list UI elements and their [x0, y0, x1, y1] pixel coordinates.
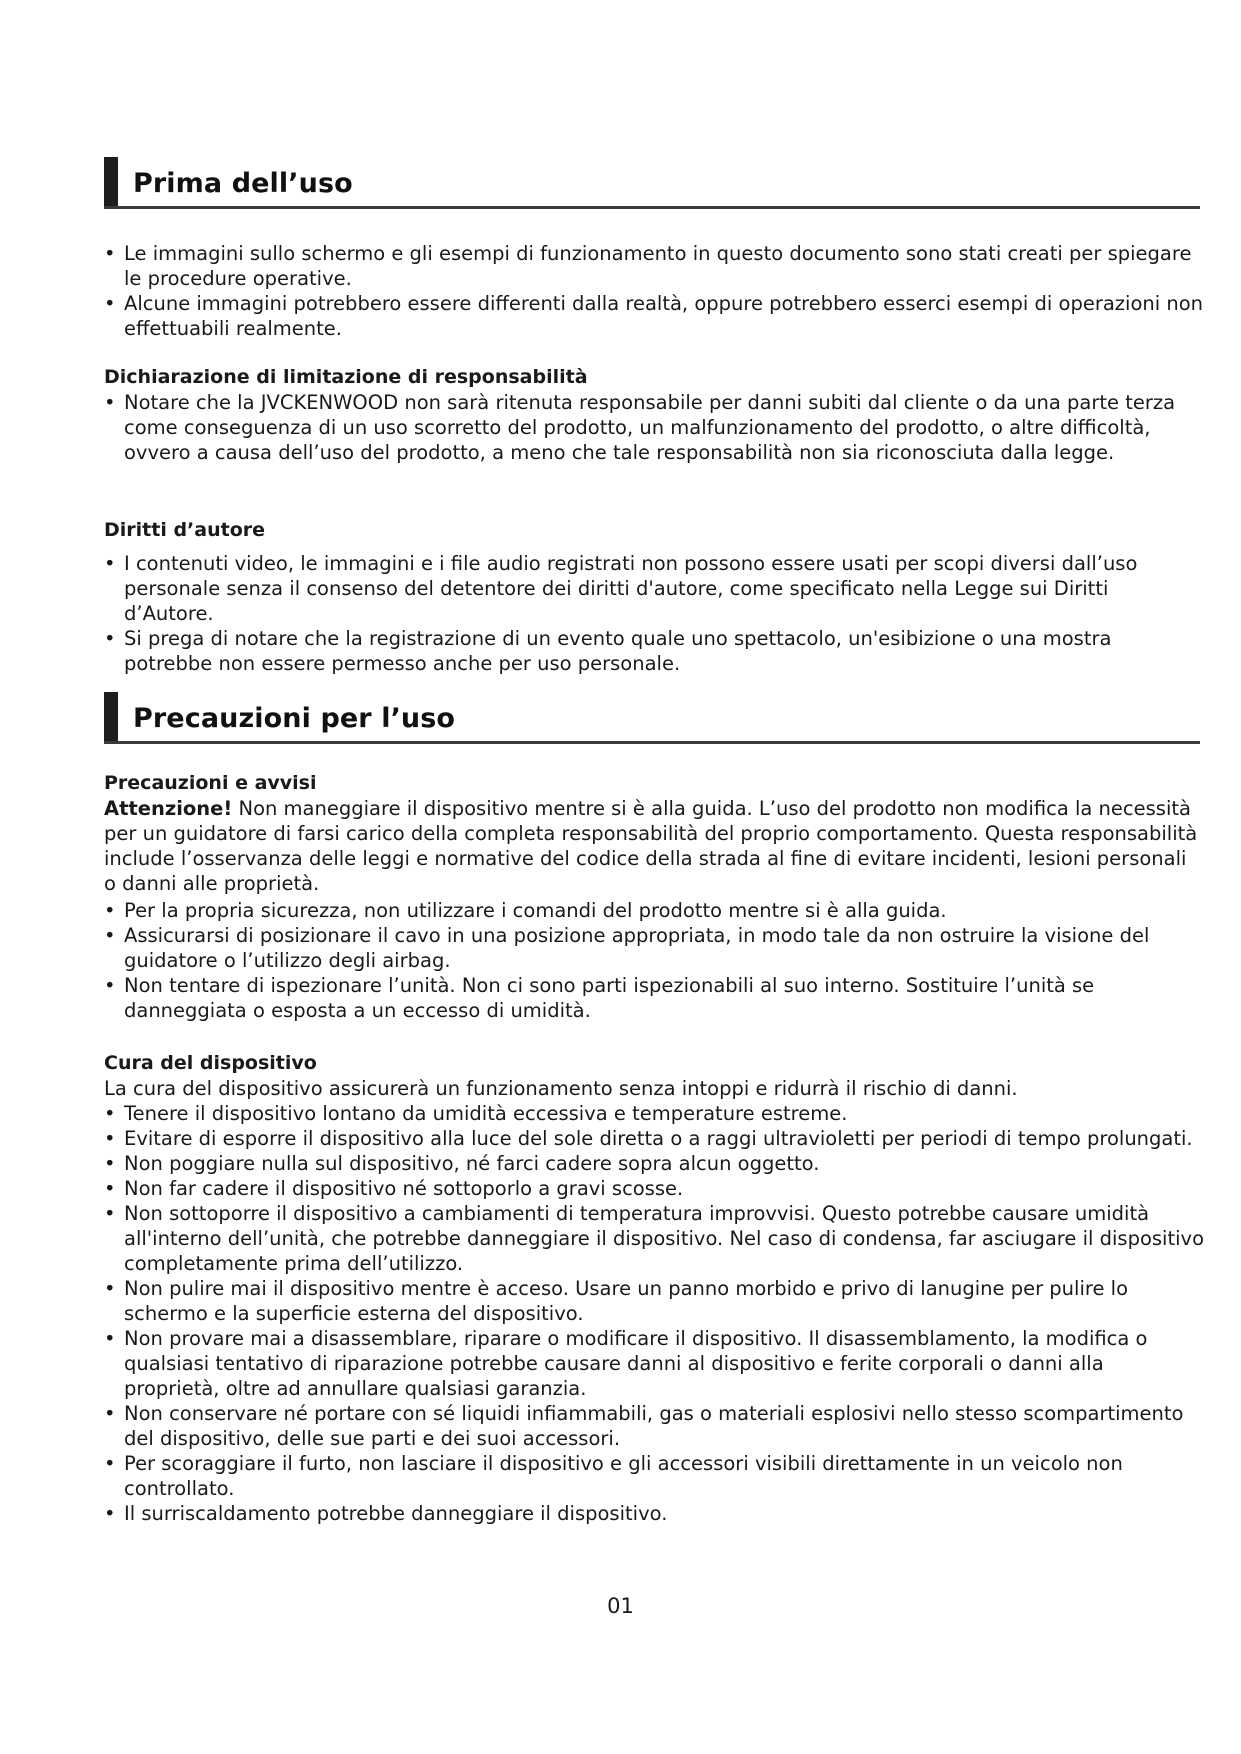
care-intro: La cura del dispositivo assicurerà un funzionamento senza intoppi e ridurrà il rischio di danni.	[104, 1077, 1018, 1100]
section-heading-precauzioni	[104, 692, 1200, 744]
subheading: Precauzioni e avvisi	[104, 772, 317, 794]
heading-bar	[104, 692, 118, 741]
attention-label: Attenzione!	[104, 797, 233, 820]
list-item: • Non poggiare nulla sul dispositivo, né farci cadere sopra alcun oggetto.	[104, 1151, 1204, 1176]
list-item: • Non far cadere il dispositivo né sottoporlo a gravi scosse.	[104, 1176, 1204, 1201]
list-item: • Si prega di notare che la registrazione di un evento quale uno spettacolo, un'esibizione o una mostra potrebbe non essere permesso anche per uso personale.	[104, 626, 1204, 676]
list-item: • Non conservare né portare con sé liquidi infiammabili, gas o materiali esplosivi nello stesso scompartimento del dispositivo, delle sue parti e dei suoi accessori.	[104, 1401, 1204, 1451]
heading-bar	[104, 157, 118, 206]
subheading: Dichiarazione di limitazione di responsabilità	[104, 366, 588, 388]
disclaimer-section	[104, 364, 1204, 465]
list-item: • Non provare mai a disassemblare, riparare o modificare il dispositivo. Il disassemblamento, la modifica o qualsiasi tentativo di riparazione potrebbe causare danni al dispositivo e ferite corporali o danni alla proprietà, oltre ad annullare qualsiasi garanzia.	[104, 1326, 1204, 1401]
list-item: • Il surriscaldamento potrebbe danneggiare il dispositivo.	[104, 1501, 1204, 1526]
list-item: • I contenuti video, le immagini e i file audio registrati non possono essere usati per scopi diversi dall’uso personale senza il consenso del detentore dei diritti d'autore, come specificato nella Legge sui Diritti d’Autore.	[104, 551, 1204, 626]
warnings-section	[104, 770, 1204, 1023]
intro-bullets	[104, 241, 1204, 341]
list-item: • Evitare di esporre il dispositivo alla luce del sole diretta o a raggi ultravioletti per periodi di tempo prolungati.	[104, 1126, 1204, 1151]
list-item: • Non pulire mai il dispositivo mentre è acceso. Usare un panno morbido e privo di lanugine per pulire lo schermo e la superficie esterna del dispositivo.	[104, 1276, 1204, 1326]
list-item: • Alcune immagini potrebbero essere differenti dalla realtà, oppure potrebbero esserci esempi di operazioni non effettuabili realmente.	[104, 291, 1204, 341]
list-item: • Tenere il dispositivo lontano da umidità eccessiva e temperature estreme.	[104, 1101, 1204, 1126]
subheading: Diritti d’autore	[104, 519, 266, 541]
copyright-section	[104, 517, 1204, 676]
section-heading-prima-uso	[104, 157, 1200, 209]
section-title: Precauzioni per l’uso	[133, 703, 456, 734]
list-item: • Non tentare di ispezionare l’unità. Non ci sono parti ispezionabili al suo interno. Sostituire l’unità se danneggiata o esposta a un eccesso di umidità.	[104, 973, 1204, 1023]
list-item: • Assicurarsi di posizionare il cavo in una posizione appropriata, in modo tale da non ostruire la visione del guidatore o l’utilizzo degli airbag.	[104, 923, 1204, 973]
section-title: Prima dell’uso	[133, 168, 353, 199]
attention-paragraph	[104, 796, 1204, 896]
care-section	[104, 1050, 1204, 1526]
page-number: 01	[607, 1594, 634, 1618]
list-item: • Le immagini sullo schermo e gli esempi di funzionamento in questo documento sono stati creati per spiegare le procedure operative.	[104, 241, 1204, 291]
list-item: • Per la propria sicurezza, non utilizzare i comandi del prodotto mentre si è alla guida.	[104, 898, 1204, 923]
subheading: Cura del dispositivo	[104, 1052, 317, 1074]
list-item: • Notare che la JVCKENWOOD non sarà ritenuta responsabile per danni subiti dal cliente o da una parte terza come conseguenza di un uso scorretto del prodotto, un malfunzionamento del prodotto, o altre difficoltà, ovvero a causa dell’uso del prodotto, a meno che tale responsabilità non sia riconosciuta dalla legge.	[104, 390, 1204, 465]
attention-text: Non maneggiare il dispositivo mentre si è alla guida. L’uso del prodotto non modifica la necessità per un guidatore di farsi carico della completa responsabilità del proprio comportamento. Questa responsabilità include l’osservanza delle leggi e normative del codice della strada al fine di evitare incidenti, lesioni personali o danni alle proprietà.	[104, 797, 1198, 895]
list-item: • Non sottoporre il dispositivo a cambiamenti di temperatura improvvisi. Questo potrebbe causare umidità all'interno dell’unità, che potrebbe danneggiare il dispositivo. Nel caso di condensa, far asciugare il dispositivo completamente prima dell’utilizzo.	[104, 1201, 1204, 1276]
list-item: • Per scoraggiare il furto, non lasciare il dispositivo e gli accessori visibili direttamente in un veicolo non controllato.	[104, 1451, 1204, 1501]
